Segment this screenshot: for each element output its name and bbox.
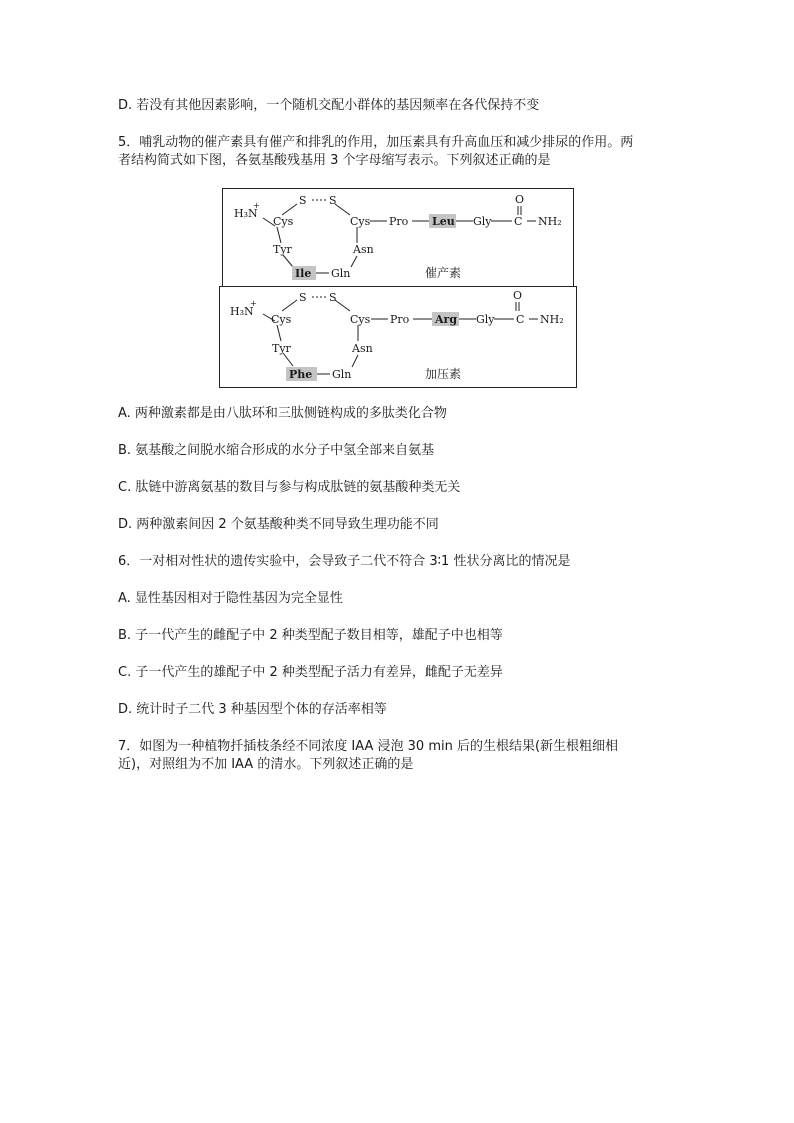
vasopressin-pro: Pro xyxy=(390,313,410,326)
bond-cys-tyr xyxy=(277,325,281,341)
q5-stem-line-2: 者结构简式如下图，各氨基酸残基用 3 个字母缩写表示。下列叙述正确的是 xyxy=(118,153,551,168)
bond-gln-asn xyxy=(351,256,357,267)
oxytocin-var-b: Leu xyxy=(432,215,455,228)
oxytocin-gln: Gln xyxy=(331,267,351,280)
q5-option-c: C. 肽链中游离氨基的数目与参与构成肽链的氨基酸种类无关 xyxy=(118,480,461,495)
oxytocin-structure-box xyxy=(222,188,574,288)
oxytocin-asn: Asn xyxy=(353,243,374,256)
q7-stem-line-1: 7．如图为一种植物扦插枝条经不同浓度 IAA 浸泡 30 min 后的生根结果(新生根粗细相 xyxy=(118,739,619,754)
oxytocin-var-a: Ile xyxy=(295,267,312,280)
bond-cys-s xyxy=(282,204,297,215)
vasopressin-name: 加压素 xyxy=(425,367,462,381)
q5-option-a: A. 两种激素都是由八肽环和三肽侧链构成的多肽类化合物 xyxy=(118,406,447,421)
oxytocin-cys-2: Cys xyxy=(350,215,371,228)
oxytocin-amino-group: H₃N xyxy=(234,207,258,220)
oxytocin-structure-diagram xyxy=(223,189,573,287)
oxytocin-gly: Gly xyxy=(473,215,492,228)
vasopressin-carbonyl-c: C xyxy=(516,313,525,326)
q4-option-d: D. 若没有其他因素影响，一个随机交配小群体的基因频率在各代保持不变 xyxy=(118,98,540,113)
oxytocin-cys-1: Cys xyxy=(273,215,294,228)
vasopressin-var-a: Phe xyxy=(289,368,313,381)
bond-gln-asn xyxy=(352,355,358,367)
q5-stem-line-1: 5．哺乳动物的催产素具有催产和排乳的作用，加压素具有升高血压和减少排尿的作用。两 xyxy=(118,135,634,150)
oxytocin-carbonyl-c: C xyxy=(514,215,523,228)
q6-stem: 6．一对相对性状的遗传实验中，会导致子二代不符合 3∶1 性状分离比的情况是 xyxy=(118,554,571,569)
oxytocin-s-2: S xyxy=(329,194,337,207)
bond-cys-tyr xyxy=(277,227,281,243)
oxytocin-tyr: Tyr xyxy=(273,243,292,256)
vasopressin-structure-diagram xyxy=(220,287,576,387)
vasopressin-asn: Asn xyxy=(352,342,373,355)
vasopressin-cys-1: Cys xyxy=(271,313,292,326)
q5-option-b: B. 氨基酸之间脱水缩合形成的水分子中氢全部来自氨基 xyxy=(118,443,435,458)
oxytocin-nh2: NH₂ xyxy=(538,215,562,228)
bond-s-cys xyxy=(335,204,350,215)
vasopressin-gln: Gln xyxy=(332,368,352,381)
vasopressin-amino-group: H₃N xyxy=(230,305,254,318)
vasopressin-cys-2: Cys xyxy=(350,313,371,326)
oxytocin-amino-charge: + xyxy=(253,201,260,210)
q6-option-a: A. 显性基因相对于隐性基因为完全显性 xyxy=(118,591,343,606)
oxytocin-s-1: S xyxy=(299,194,307,207)
q6-option-d: D. 统计时子二代 3 种基因型个体的存活率相等 xyxy=(118,702,387,717)
q7-stem-line-2: 近)，对照组为不加 IAA 的清水。下列叙述正确的是 xyxy=(118,757,414,772)
bond-tyr-ile xyxy=(283,255,293,267)
vasopressin-nh2: NH₂ xyxy=(540,313,564,326)
vasopressin-s-1: S xyxy=(299,291,307,304)
q5-option-d: D. 两种激素间因 2 个氨基酸种类不同导致生理功能不同 xyxy=(118,517,439,532)
oxytocin-carbonyl-o: O xyxy=(515,193,525,206)
bond-s-cys xyxy=(335,300,350,311)
vasopressin-carbonyl-o: O xyxy=(513,289,523,302)
vasopressin-structure-box xyxy=(219,286,577,388)
bond-cys-s xyxy=(282,300,297,311)
oxytocin-name: 催产素 xyxy=(425,266,462,280)
vasopressin-var-b: Arg xyxy=(435,313,458,326)
vasopressin-tyr: Tyr xyxy=(272,342,291,355)
vasopressin-amino-charge: + xyxy=(250,299,257,308)
oxytocin-pro: Pro xyxy=(389,215,409,228)
vasopressin-gly: Gly xyxy=(476,313,495,326)
q6-option-c: C. 子一代产生的雄配子中 2 种类型配子活力有差异，雌配子无差异 xyxy=(118,665,503,680)
vasopressin-s-2: S xyxy=(329,291,337,304)
q6-option-b: B. 子一代产生的雌配子中 2 种类型配子数目相等，雄配子中也相等 xyxy=(118,628,503,643)
